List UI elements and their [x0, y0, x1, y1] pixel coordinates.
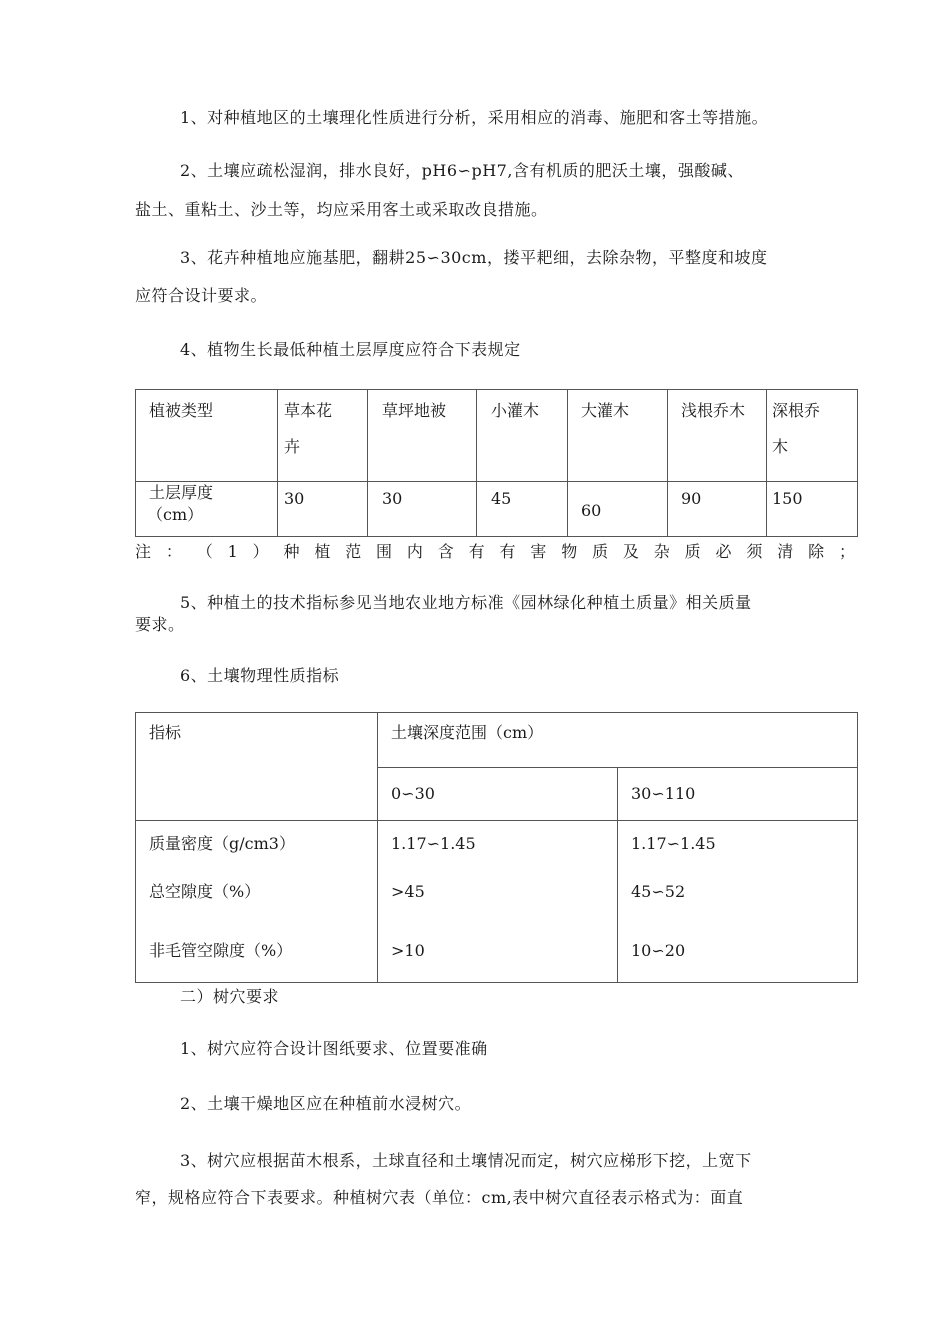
note-char: ：	[165, 542, 182, 561]
note-char: 害	[530, 542, 547, 561]
note-char: 及	[622, 542, 639, 561]
table1-row-label: 土层厚度 （cm）	[136, 482, 278, 537]
tree-pit-item-3-line-1: 3、树穴应根据苗木根系，土球直径和土壤情况而定，树穴应梯形下挖，上宽下	[180, 1151, 752, 1170]
paragraph-4: 4、植物生长最低种植土层厚度应符合下表规定	[180, 340, 521, 359]
note-char: 有	[468, 542, 485, 561]
table1-value-cell: 30	[368, 482, 477, 537]
table2-metric-name: 质量密度（g/cm3）	[149, 834, 295, 853]
note-char: 内	[406, 542, 423, 561]
note-char: 须	[746, 542, 763, 561]
note-char: 种	[283, 542, 300, 561]
paragraph-5-line-1: 5、种植土的技术指标参见当地农业地方标准《园林绿化种植土质量》相关质量	[180, 593, 752, 612]
table1-value-cell: 150	[767, 482, 858, 537]
table2-depth-header: 土壤深度范围（cm）	[378, 713, 858, 768]
table2-value: 1.17∽1.45	[391, 834, 476, 853]
table2-metric-name: 总空隙度（%）	[149, 882, 261, 901]
table2-value: 45∽52	[631, 882, 686, 901]
note-char: 有	[499, 542, 516, 561]
table2-value: >10	[391, 941, 425, 960]
note-char: 杂	[653, 542, 670, 561]
note-char: ）	[252, 542, 269, 561]
note-char: 植	[314, 542, 331, 561]
table2-metric-names	[136, 821, 378, 983]
table1-value-cell: 30	[278, 482, 368, 537]
paragraph-6: 6、土壤物理性质指标	[180, 666, 340, 685]
paragraph-5-line-2: 要求。	[135, 615, 185, 634]
tree-pit-item-1: 1、树穴应符合设计图纸要求、位置要准确	[180, 1039, 488, 1058]
table2-values-shallow	[378, 821, 618, 983]
note-char: 范	[345, 542, 362, 561]
table2-index-header: 指标	[136, 713, 378, 821]
table1-value-cell: 60	[568, 482, 668, 537]
note-char: ；	[838, 542, 855, 561]
paragraph-2-line-2: 盐土、重粘土、沙土等，均应采用客土或采取改良措施。	[135, 200, 548, 219]
table1-value-cell: 45	[477, 482, 568, 537]
table1-header-cell: 草坪地被	[368, 390, 477, 482]
note-char: 质	[592, 542, 609, 561]
note-char: 除	[808, 542, 825, 561]
note-char: 注	[135, 542, 152, 561]
table2-depth-range: 30∽110	[618, 768, 858, 821]
note-char: 含	[437, 542, 454, 561]
table2-value: >45	[391, 882, 425, 901]
note-char: 清	[777, 542, 794, 561]
note-char: 围	[376, 542, 393, 561]
note-char: 物	[561, 542, 578, 561]
table2-depth-range: 0∽30	[378, 768, 618, 821]
table1-header-cell: 小灌木	[477, 390, 568, 482]
table1-header-cell: 深根乔 木	[767, 390, 858, 482]
note-char: （	[196, 542, 213, 561]
table1-note	[135, 541, 855, 563]
table2-value: 1.17∽1.45	[631, 834, 716, 853]
tree-pit-item-3-line-2: 窄，规格应符合下表要求。种植树穴表（单位：cm,表中树穴直径表示格式为：面直	[135, 1188, 744, 1207]
table1-header-cell: 草本花 卉	[278, 390, 368, 482]
section-heading: 二）树穴要求	[180, 987, 280, 1006]
table2-value: 10∽20	[631, 941, 686, 960]
paragraph-3-line-2: 应符合设计要求。	[135, 286, 268, 305]
tree-pit-item-2: 2、土壤干燥地区应在种植前水浸树穴。	[180, 1094, 472, 1113]
table1-header-cell: 大灌木	[568, 390, 668, 482]
soil-thickness-table	[135, 389, 858, 537]
paragraph-1: 1、对种植地区的土壤理化性质进行分析，采用相应的消毒、施肥和客土等措施。	[180, 108, 769, 127]
table1-header-cell: 植被类型	[136, 390, 278, 482]
note-char: 质	[684, 542, 701, 561]
note-char: 必	[715, 542, 732, 561]
note-char: 1	[227, 542, 238, 561]
table2-values-deep	[618, 821, 858, 983]
table2-metric-name: 非毛管空隙度（%）	[149, 941, 293, 960]
paragraph-2-line-1: 2、土壤应疏松湿润，排水良好，pH6∽pH7,含有机质的肥沃土壤，强酸碱、	[180, 161, 744, 180]
table1-value-cell: 90	[668, 482, 767, 537]
soil-physical-properties-table	[135, 712, 858, 983]
table1-header-cell: 浅根乔木	[668, 390, 767, 482]
paragraph-3-line-1: 3、花卉种植地应施基肥，翻耕25∽30cm，搂平耙细，去除杂物，平整度和坡度	[180, 248, 768, 267]
